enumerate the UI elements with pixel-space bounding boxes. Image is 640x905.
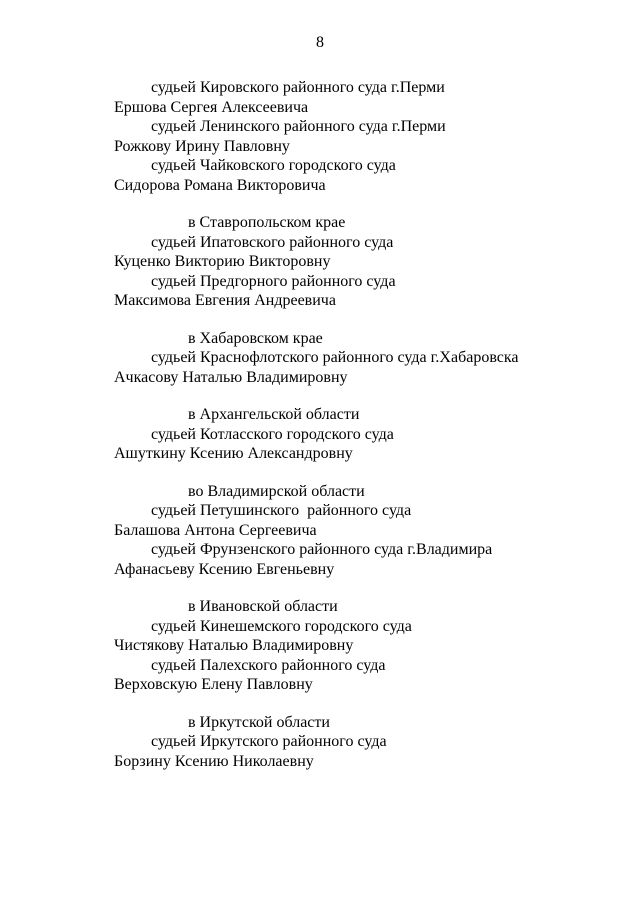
judge-name: Ашуткину Ксению Александровну xyxy=(114,445,353,462)
section-irkutsk xyxy=(0,713,640,772)
judge-name: Верховскую Елену Павловну xyxy=(114,676,313,693)
region-heading: в Иркутской области xyxy=(188,713,330,731)
region-heading: в Ставропольском крае xyxy=(188,214,346,231)
region-heading: в Хабаровском крае xyxy=(188,329,323,347)
court-line: судьей Чайковского городского суда xyxy=(151,157,396,174)
page-number: 8 xyxy=(316,34,324,51)
court-line: судьей Краснофлотского районного суда г.Хабаровска xyxy=(151,349,519,366)
judge-name: Куценко Викторию Викторовну xyxy=(114,253,331,270)
section-khabarovsk xyxy=(0,329,640,388)
judge-name: Балашова Антона Сергеевича xyxy=(114,521,317,539)
court-line: судьей Кинешемского городского суда xyxy=(151,617,412,635)
section-stavropol xyxy=(0,213,640,311)
court-line: судьей Предгорного районного суда xyxy=(151,272,396,290)
section-perm xyxy=(0,78,640,195)
region-heading: в Архангельской области xyxy=(188,406,360,423)
judge-name: Рожкову Ирину Павловну xyxy=(114,137,290,155)
section-ivanovo xyxy=(0,597,640,695)
court-line: судьей Фрунзенского районного суда г.Владимира xyxy=(151,541,493,558)
section-arkhangelsk xyxy=(0,405,640,464)
judge-name: Ершова Сергея Алексеевича xyxy=(114,98,309,116)
section-vladimir xyxy=(0,482,640,580)
judge-name: Максимова Евгения Андреевича xyxy=(114,292,336,309)
judge-name: Афанасьеву Ксению Евгеньевну xyxy=(114,560,335,578)
judge-name: Чистякову Наталью Владимировну xyxy=(114,637,354,654)
court-line: судьей Ленинского районного суда г.Перми xyxy=(151,118,446,135)
appointment-list xyxy=(0,78,640,771)
court-line: судьей Петушинского районного суда xyxy=(151,502,412,519)
court-line: судьей Кировского районного суда г.Перми xyxy=(151,79,445,96)
court-line: судьей Палехского районного суда xyxy=(151,656,386,674)
region-heading: во Владимирской области xyxy=(188,482,365,500)
court-line: судьей Котласского городского суда xyxy=(151,425,394,443)
judge-name: Сидорова Романа Викторовича xyxy=(114,176,326,194)
judge-name: Борзину Ксению Николаевну xyxy=(114,752,314,770)
court-line: судьей Иркутского районного суда xyxy=(151,733,387,750)
judge-name: Ачкасову Наталью Владимировну xyxy=(114,368,348,386)
court-line: судьей Ипатовского районного суда xyxy=(151,233,394,251)
region-heading: в Ивановской области xyxy=(188,598,338,615)
